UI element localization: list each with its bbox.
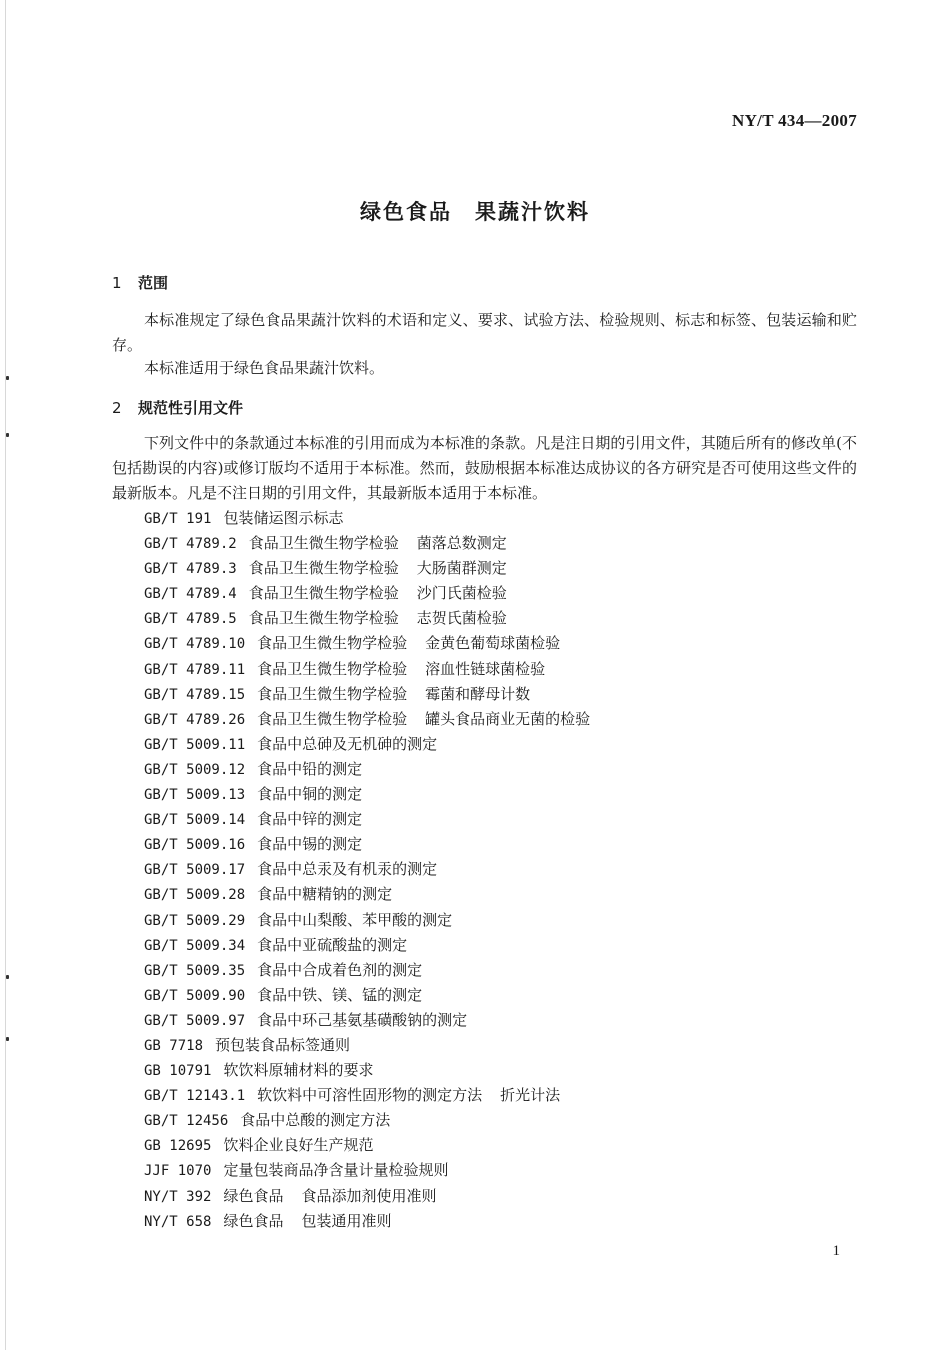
reference-title <box>215 1036 350 1054</box>
reference-item <box>144 581 590 606</box>
reference-title-main: 食品卫生微生物学检验 <box>257 709 408 728</box>
reference-title-main: 食品中总酸的测定方法 <box>240 1111 391 1130</box>
reference-item <box>144 732 590 757</box>
reference-title <box>223 1136 373 1154</box>
reference-code: GB 12695 <box>144 1138 212 1155</box>
reference-code: JJF 1070 <box>144 1163 212 1180</box>
reference-code: GB/T 5009.28 <box>144 887 246 904</box>
reference-title <box>257 860 437 878</box>
section-title: 规范性引用文件 <box>138 399 244 417</box>
reference-title-main: 软饮料中可溶性固形物的测定方法 <box>257 1086 483 1105</box>
reference-item <box>144 556 590 581</box>
reference-title-sub: 霉菌和酵母计数 <box>425 684 531 703</box>
reference-title-main: 食品卫生微生物学检验 <box>248 609 399 628</box>
reference-code: GB 10791 <box>144 1063 212 1080</box>
reference-code: GB/T 12143.1 <box>144 1088 246 1105</box>
reference-title <box>257 885 392 903</box>
reference-item <box>144 531 590 556</box>
reference-title-main: 食品中亚硫酸盐的测定 <box>257 935 408 954</box>
reference-title <box>249 534 507 552</box>
section-number: 2 <box>112 399 122 417</box>
reference-code: GB/T 4789.26 <box>144 711 246 728</box>
scope-paragraph-2: 本标准适用于绿色食品果蔬汁饮料。 <box>144 359 385 377</box>
reference-item <box>144 1133 590 1158</box>
reference-item <box>144 857 590 882</box>
reference-item <box>144 782 590 807</box>
reference-code: GB/T 4789.3 <box>144 561 237 578</box>
reference-code: GB/T 5009.29 <box>144 912 246 929</box>
reference-title-sub: 罐头食品商业无菌的检验 <box>425 709 591 728</box>
section-title: 范围 <box>138 274 169 292</box>
reference-title-main: 食品中山梨酸、苯甲酸的测定 <box>257 910 453 929</box>
reference-title-main: 食品中铜的测定 <box>257 785 363 804</box>
reference-code: NY/T 658 <box>144 1213 212 1230</box>
reference-title-main: 绿色食品 <box>223 1211 284 1230</box>
reference-title-sub: 食品添加剂使用准则 <box>301 1186 437 1205</box>
reference-title-main: 食品中锡的测定 <box>257 835 363 854</box>
reference-code: GB/T 5009.34 <box>144 937 246 954</box>
reference-title-main: 食品卫生微生物学检验 <box>257 659 408 678</box>
document-title: 绿色食品 果蔬汁饮料 <box>360 200 590 224</box>
reference-title <box>257 760 362 778</box>
standard-number: NY/T 434—2007 <box>732 111 857 130</box>
reference-code: GB/T 5009.14 <box>144 812 246 829</box>
reference-title-main: 定量包装商品净含量计量检验规则 <box>223 1161 449 1180</box>
reference-item <box>144 1184 590 1209</box>
reference-title-main: 预包装食品标签通则 <box>215 1035 351 1054</box>
reference-code: GB/T 12456 <box>144 1113 229 1130</box>
reference-title <box>257 936 407 954</box>
reference-title <box>249 609 507 627</box>
reference-item <box>144 933 590 958</box>
reference-title <box>223 1061 373 1079</box>
reference-code: GB/T 5009.97 <box>144 1012 246 1029</box>
reference-title-main: 饮料企业良好生产规范 <box>223 1136 374 1155</box>
section-number: 1 <box>112 274 122 292</box>
reference-title <box>240 1111 390 1129</box>
reference-code: NY/T 392 <box>144 1188 212 1205</box>
reference-title <box>257 660 545 678</box>
reference-item <box>144 657 590 682</box>
reference-item <box>144 631 590 656</box>
reference-title <box>257 961 422 979</box>
reference-item <box>144 1033 590 1058</box>
reference-title-main: 包装储运图示标志 <box>223 509 344 527</box>
reference-title-sub: 大肠菌群测定 <box>416 559 507 578</box>
reference-title <box>223 509 343 527</box>
reference-title-sub: 溶血性链球菌检验 <box>425 659 546 678</box>
reference-item <box>144 983 590 1008</box>
reference-code: GB/T 4789.2 <box>144 536 237 553</box>
reference-code: GB/T 5009.17 <box>144 862 246 879</box>
reference-item <box>144 1058 590 1083</box>
reference-item <box>144 707 590 732</box>
reference-title-main: 软饮料原辅材料的要求 <box>223 1061 374 1080</box>
reference-title <box>249 559 507 577</box>
reference-title-main: 食品中合成着色剂的测定 <box>257 960 423 979</box>
reference-title-main: 食品卫生微生物学检验 <box>248 584 399 603</box>
reference-title <box>223 1212 391 1230</box>
reference-code: GB/T 4789.5 <box>144 611 237 628</box>
reference-title <box>257 1086 560 1104</box>
reference-item <box>144 1209 590 1234</box>
scan-mark <box>6 376 9 380</box>
reference-title-main: 食品中锌的测定 <box>257 810 363 829</box>
reference-title-main: 绿色食品 <box>223 1186 284 1205</box>
reference-title <box>257 1011 467 1029</box>
references-intro-paragraph: 下列文件中的条款通过本标准的引用而成为本标准的条款。凡是注日期的引用文件，其随后所有的修改单(不包括勘误的内容)或修订版均不适用于本标准。然而，鼓励根据本标准达成协议的各方研究是否可使用这些文件的最新版本。凡是不注日期的引用文件，其最新版本适用于本标准。 <box>112 434 857 502</box>
reference-item <box>144 958 590 983</box>
reference-code: GB/T 5009.11 <box>144 736 246 753</box>
reference-code: GB/T 5009.90 <box>144 987 246 1004</box>
reference-title-main: 食品中铅的测定 <box>257 759 363 778</box>
reference-code: GB/T 5009.12 <box>144 761 246 778</box>
reference-title <box>257 911 452 929</box>
scan-mark <box>6 433 9 437</box>
section-heading-normative-references <box>112 397 243 418</box>
reference-item <box>144 908 590 933</box>
reference-title <box>257 835 362 853</box>
reference-title-sub: 志贺氏菌检验 <box>416 609 507 628</box>
reference-title <box>257 810 362 828</box>
reference-code: GB/T 5009.35 <box>144 962 246 979</box>
reference-title-sub: 金黄色葡萄球菌检验 <box>425 634 561 653</box>
reference-title-main: 食品中糖精钠的测定 <box>257 885 393 904</box>
reference-code: GB 7718 <box>144 1037 204 1054</box>
section-heading-scope <box>112 272 168 293</box>
reference-item <box>144 807 590 832</box>
reference-item <box>144 757 590 782</box>
reference-item <box>144 682 590 707</box>
reference-code: GB/T 4789.10 <box>144 636 246 653</box>
reference-item <box>144 506 590 531</box>
reference-list <box>144 506 590 1234</box>
reference-title <box>257 986 422 1004</box>
reference-item <box>144 606 590 631</box>
reference-title-main: 食品卫生微生物学检验 <box>248 534 399 553</box>
reference-title <box>257 785 362 803</box>
reference-item <box>144 1158 590 1183</box>
reference-title-main: 食品中总汞及有机汞的测定 <box>257 860 438 879</box>
reference-code: GB/T 4789.4 <box>144 586 237 603</box>
reference-title <box>249 584 507 602</box>
reference-code: GB/T 191 <box>144 511 212 527</box>
reference-item <box>144 882 590 907</box>
page-number: 1 <box>832 1243 840 1259</box>
reference-title-sub: 沙门氏菌检验 <box>416 584 507 603</box>
reference-title-main: 食品中总砷及无机砷的测定 <box>257 734 438 753</box>
scope-paragraph-1: 本标准规定了绿色食品果蔬汁饮料的术语和定义、要求、试验方法、检验规则、标志和标签、包装运输和贮存。 <box>112 311 857 354</box>
reference-title-sub: 包装通用准则 <box>301 1211 392 1230</box>
reference-item <box>144 1108 590 1133</box>
reference-code: GB/T 4789.15 <box>144 686 246 703</box>
scan-mark <box>6 975 9 979</box>
reference-item <box>144 1008 590 1033</box>
reference-title <box>223 1187 436 1205</box>
reference-code: GB/T 4789.11 <box>144 661 246 678</box>
reference-title-main: 食品卫生微生物学检验 <box>248 559 399 578</box>
reference-title-main: 食品中环己基氨基磺酸钠的测定 <box>257 1010 468 1029</box>
reference-title-sub: 菌落总数测定 <box>416 534 507 553</box>
reference-title-sub: 折光计法 <box>500 1086 561 1105</box>
reference-title-main: 食品卫生微生物学检验 <box>257 684 408 703</box>
reference-item <box>144 832 590 857</box>
reference-title <box>257 735 437 753</box>
reference-title-main: 食品中铁、镁、锰的测定 <box>257 985 423 1004</box>
reference-code: GB/T 5009.13 <box>144 787 246 804</box>
reference-title <box>257 634 560 652</box>
reference-title-main: 食品卫生微生物学检验 <box>257 634 408 653</box>
reference-title <box>223 1161 448 1179</box>
reference-title <box>257 685 530 703</box>
reference-code: GB/T 5009.16 <box>144 837 246 854</box>
reference-title <box>257 710 590 728</box>
scan-mark <box>6 1037 9 1041</box>
reference-item <box>144 1083 590 1108</box>
